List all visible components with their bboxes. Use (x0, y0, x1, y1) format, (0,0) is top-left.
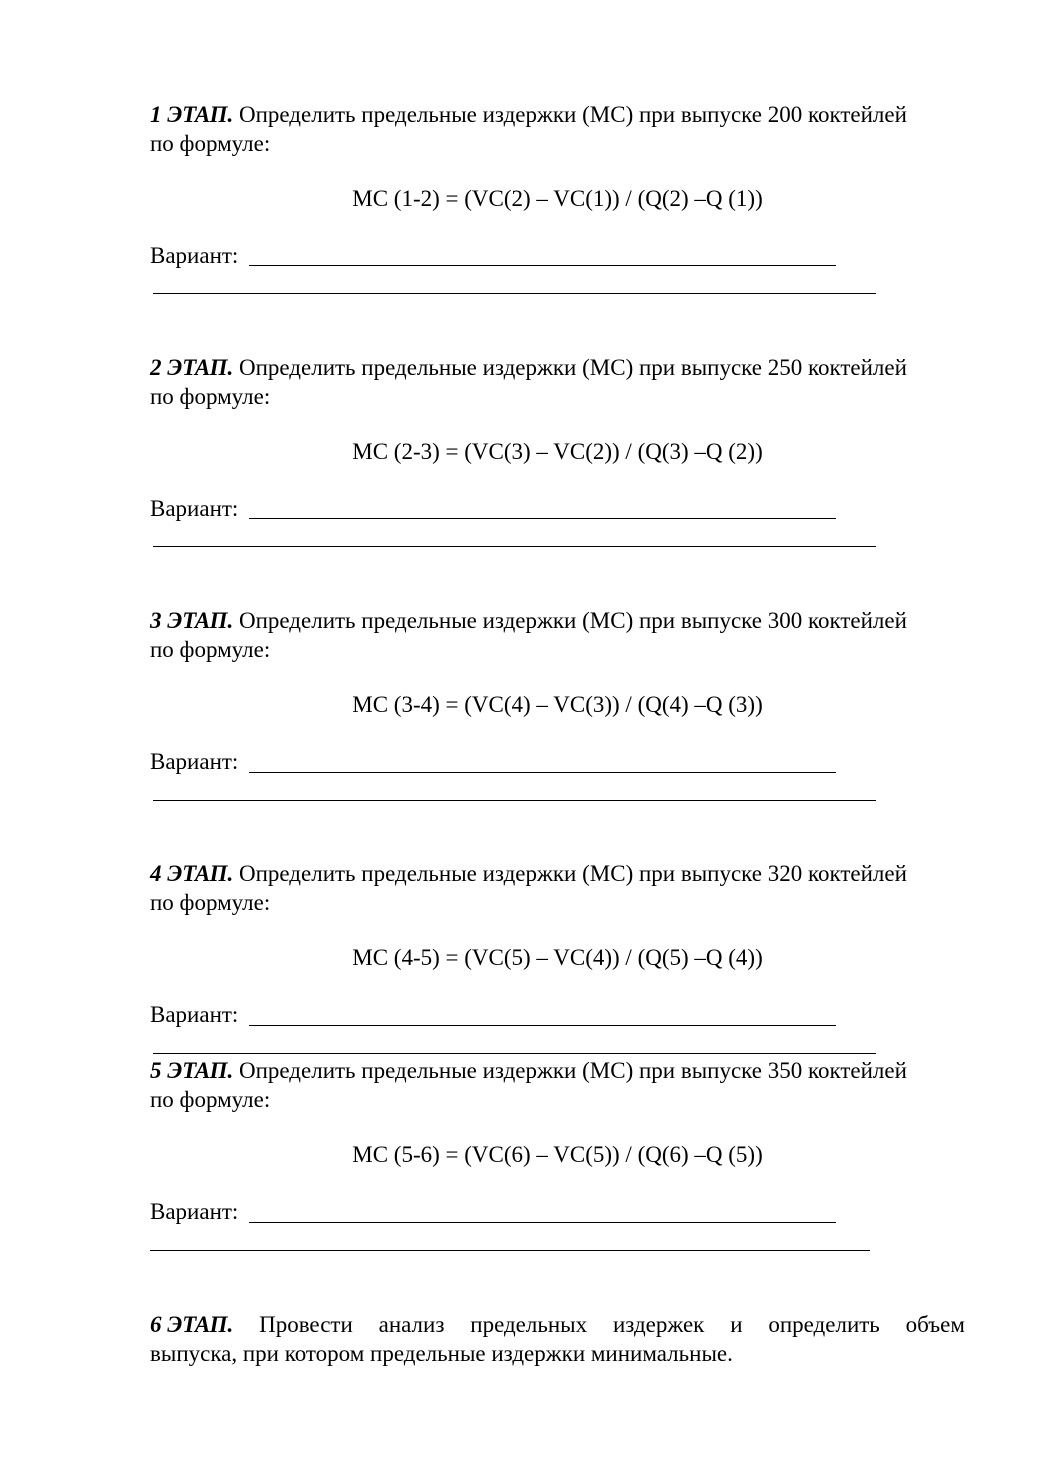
stage-2-answer-line-1[interactable] (249, 518, 836, 519)
stage-6-word-5: и (730, 1312, 743, 1337)
stage-6-word-7: объем (905, 1312, 965, 1337)
stage-5-answer-line-2[interactable] (150, 1250, 870, 1251)
stage-4-cont: по формуле: (150, 890, 271, 915)
stage-2-title: 2 ЭТАП. (150, 355, 234, 380)
stage-5-answer-label: Вариант: (150, 1199, 239, 1224)
stage-4-heading (150, 859, 965, 888)
stage-2-cont: по формуле: (150, 384, 271, 409)
stage-3-answer-line-1[interactable] (249, 772, 836, 773)
stage-5-heading (150, 1056, 965, 1085)
stage-3-answer-line-2[interactable] (153, 800, 876, 801)
stage-2-answer-line-2[interactable] (153, 546, 876, 547)
stage-1-answer-line-1[interactable] (249, 265, 836, 266)
stage-5-formula: МС (5-6) = (VC(6) – VC(5)) / (Q(6) –Q (5)) (352, 1142, 763, 1167)
stage-5-title: 5 ЭТАП. (150, 1058, 234, 1083)
stage-1-title: 1 ЭТАП. (150, 102, 234, 127)
stage-3-text: Определить предельные издержки (МС) при выпуске 300 коктейлей (238, 608, 907, 633)
stage-6-cont: выпуска, при котором предельные издержки минимальные. (150, 1341, 733, 1366)
stage-5-answer-line-1[interactable] (249, 1222, 836, 1223)
stage-3-cont: по формуле: (150, 637, 271, 662)
stage-2-text: Определить предельные издержки (МС) при выпуске 250 коктейлей (238, 355, 907, 380)
stage-6-word-3: предельных (470, 1312, 588, 1337)
stage-6-word-4: издержек (612, 1312, 705, 1337)
stage-4-answer-line-2[interactable] (153, 1053, 876, 1054)
stage-5-cont: по формуле: (150, 1087, 271, 1112)
stage-2-formula: МС (2-3) = (VC(3) – VC(2)) / (Q(3) –Q (2)) (352, 439, 763, 464)
stage-3-heading (150, 606, 965, 635)
stage-1-answer-line-2[interactable] (153, 293, 876, 294)
stage-4-answer-line-1[interactable] (249, 1025, 836, 1026)
stage-6-title: 6 ЭТАП. (150, 1312, 234, 1337)
stage-3-answer-label: Вариант: (150, 749, 239, 774)
stage-1-formula: МС (1-2) = (VC(2) – VC(1)) / (Q(2) –Q (1)) (352, 186, 763, 211)
stage-1-answer-label: Вариант: (150, 243, 239, 268)
stage-4-answer-label: Вариант: (150, 1002, 239, 1027)
stage-2-answer-label: Вариант: (150, 496, 239, 521)
stage-4-title: 4 ЭТАП. (150, 861, 234, 886)
stage-6-heading (150, 1310, 965, 1339)
stage-6-word-1: Провести (259, 1312, 353, 1337)
stage-2-heading (150, 353, 965, 382)
stage-1-text: Определить предельные издержки (МС) при выпуске 200 коктейлей (238, 102, 907, 127)
stage-3-formula: МС (3-4) = (VC(4) – VC(3)) / (Q(4) –Q (3)) (352, 692, 763, 717)
stage-5-text: Определить предельные издержки (МС) при выпуске 350 коктейлей (238, 1058, 907, 1083)
stage-1-cont: по формуле: (150, 131, 271, 156)
stage-6-word-6: определить (768, 1312, 880, 1337)
stage-1-heading (150, 100, 965, 129)
stage-3-title: 3 ЭТАП. (150, 608, 234, 633)
stage-4-formula: МС (4-5) = (VC(5) – VC(4)) / (Q(5) –Q (4)) (352, 945, 763, 970)
stage-4-text: Определить предельные издержки (МС) при выпуске 320 коктейлей (238, 861, 907, 886)
stage-6-word-2: анализ (378, 1312, 445, 1337)
